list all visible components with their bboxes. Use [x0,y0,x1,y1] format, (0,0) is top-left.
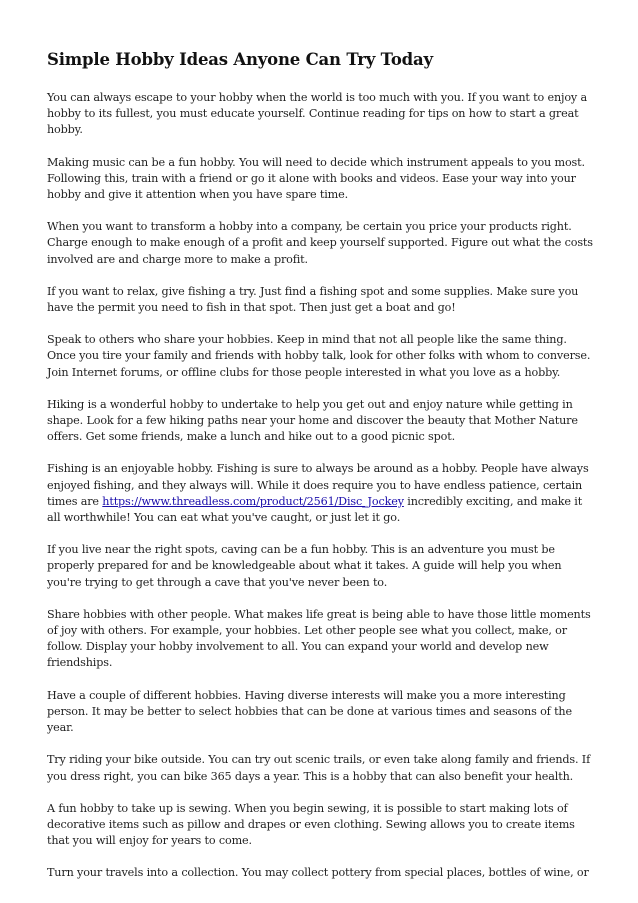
paragraph-music: Making music can be a fun hobby. You will need to decide which instrument appeals to you most. Following this, train with a friend or go it alone with books and videos. Ease your way into your hobby and give it attention when you have spare time. [47,155,585,202]
paragraph-hiking: Hiking is a wonderful hobby to undertake to help you get out and enjoy nature while getting in shape. Look for a few hiking paths near your home and discover the beauty that Mother Nature offers. Get some friends, make a lunch and hike out to a good picnic spot. [47,397,578,444]
paragraph-share-hobbies: Share hobbies with other people. What makes life great is being able to have those little moments of joy with others. For example, your hobbies. Let other people see what you collect, make, or follow. Display your hobby involvement to all. You can expand your world and develop new friendships. [47,607,591,670]
paragraph-fishing-text-before: Fishing is an enjoyable hobby. Fishing is sure to always be around as a hobby. People have always enjoyed fishing, and they always will. While it does require you to have endless patience, certain times are [47,462,589,508]
paragraph-fishing-text-after: incredibly exciting, and make it all worthwhile! You can eat what you've caught, or just let it go. [47,494,583,525]
paragraph-travels: Turn your travels into a collection. You may collect pottery from special places, bottles of wine, or [47,866,589,880]
paragraph-business: When you want to transform a hobby into a company, be certain you price your products right. Charge enough to make enough of a profit and keep yourself supported. Figure out what the costs involved are and charge more to make a profit. [47,220,593,266]
document-title: Simple Hobby Ideas Anyone Can Try Today [47,50,433,69]
paragraph-share: Speak to others who share your hobbies. Keep in mind that not all people like the same thing. Once you tire your family and friends with hobby talk, look for other folks with whom to converse. Join Internet forums, or offline clubs for those people interested in what you love as a hobby. [47,333,591,379]
paragraph-caving: If you live near the right spots, caving can be a fun hobby. This is an adventure you must be properly prepared for and be knowledgeable about what it takes. A guide will help you when you're trying to get through a cave that you've never been to. [47,543,562,589]
paragraph-fishing-relax: If you want to relax, give fishing a try. Just find a fishing spot and some supplies. Make sure you have the permit you need to fish in that spot. Then just get a boat and go! [47,284,579,315]
document-page [47,48,595,898]
paragraph-bike: Try riding your bike outside. You can try out scenic trails, or even take along family and friends. If you dress right, you can bike 365 days a year. This is a hobby that can also benefit your health. [47,753,591,783]
paragraph-different-hobbies: Have a couple of different hobbies. Having diverse interests will make you a more interesting person. It may be better to select hobbies that can be done at various times and seasons of the year. [47,688,572,735]
threadless-link[interactable]: https://www.threadless.com/product/2561/Disc_Jockey [102,494,404,508]
paragraph-sewing: A fun hobby to take up is sewing. When you begin sewing, it is possible to start making lots of decorative items such as pillow and drapes or even clothing. Sewing allows you to create items that you will enjoy for years to come. [47,801,575,848]
paragraph-fishing-enjoyable [47,461,595,526]
paragraph-intro: You can always escape to your hobby when the world is too much with you. If you want to enjoy a hobby to its fullest, you must educate yourself. Continue reading for tips on how to start a great hobby. [47,91,588,137]
